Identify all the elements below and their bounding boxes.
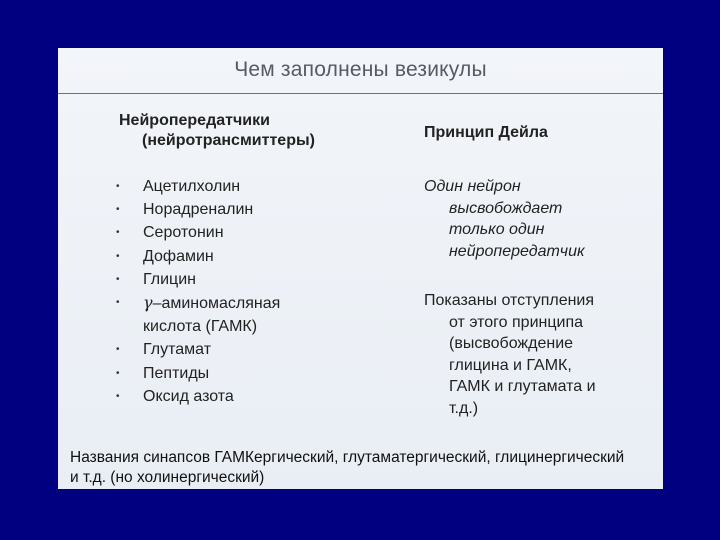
dale-exceptions-line: Показаны отступления xyxy=(424,292,595,309)
list-item xyxy=(116,268,280,291)
neurotransmitters-heading-line2: (нейротрансмиттеры) xyxy=(142,132,315,149)
bullet-icon: • xyxy=(116,297,120,309)
dale-exceptions-text xyxy=(424,290,596,420)
list-item xyxy=(116,245,280,268)
dale-exceptions-line: глицина и ГАМК, xyxy=(449,356,572,374)
list-item-label: Серотонин xyxy=(143,224,224,242)
dale-principle-line: только один xyxy=(449,221,545,239)
list-item-label: Пептиды xyxy=(143,364,210,382)
neurotransmitter-list xyxy=(116,175,280,408)
list-item-label: Норадреналин xyxy=(143,201,254,219)
list-item-label: Глутамат xyxy=(143,341,212,359)
bullet-icon: • xyxy=(116,204,120,216)
list-item xyxy=(116,221,280,244)
dale-exceptions-line: (высвобождение xyxy=(449,335,574,353)
bullet-icon: • xyxy=(116,390,120,402)
dale-principle-line: нейропередатчик xyxy=(449,242,585,260)
title-divider xyxy=(58,93,663,94)
slide-title: Чем заполнены везикулы xyxy=(234,58,487,81)
list-item xyxy=(116,291,280,338)
dale-principle-heading: Принцип Дейла xyxy=(424,124,548,141)
list-item-label: Оксид азота xyxy=(143,387,234,405)
synapse-naming-note-line1: Названия синапсов ГАМКергический, глутаматергический, глицинергический xyxy=(70,449,625,466)
list-item-label: Ацетилхолин xyxy=(143,178,241,195)
list-item xyxy=(116,175,280,198)
list-item-label-cont: кислота (ГАМК) xyxy=(143,318,258,336)
dale-principle-line: Один нейрон xyxy=(424,178,521,195)
bullet-icon: • xyxy=(116,227,120,239)
bullet-icon: • xyxy=(116,181,120,192)
bullet-icon: • xyxy=(116,273,120,285)
bullet-icon: • xyxy=(116,250,120,262)
list-item-label: Дофамин xyxy=(143,247,214,265)
dale-exceptions-line: ГАМК и глутамата и xyxy=(449,378,596,396)
dale-exceptions-line: т.д.) xyxy=(449,399,479,417)
list-item-label: Глицин xyxy=(143,270,196,288)
neurotransmitters-heading xyxy=(119,111,315,151)
list-item-label: –аминомасляная xyxy=(152,295,281,313)
neurotransmitters-heading-line1: Нейропередатчики xyxy=(119,112,270,129)
list-item xyxy=(116,198,280,221)
dale-principle-line: высвобождает xyxy=(449,199,563,217)
slide xyxy=(58,48,663,489)
list-item xyxy=(116,338,280,361)
bullet-icon: • xyxy=(116,344,120,356)
synapse-naming-note xyxy=(70,448,660,488)
synapse-naming-note-line2: и т.д. (но холинергический) xyxy=(70,469,265,486)
bullet-icon: • xyxy=(116,367,120,379)
dale-exceptions-line: от этого принципа xyxy=(449,313,584,331)
gamma-symbol: γ xyxy=(143,293,153,313)
dale-principle-text xyxy=(424,176,585,262)
list-item xyxy=(116,385,280,408)
list-item xyxy=(116,362,280,385)
